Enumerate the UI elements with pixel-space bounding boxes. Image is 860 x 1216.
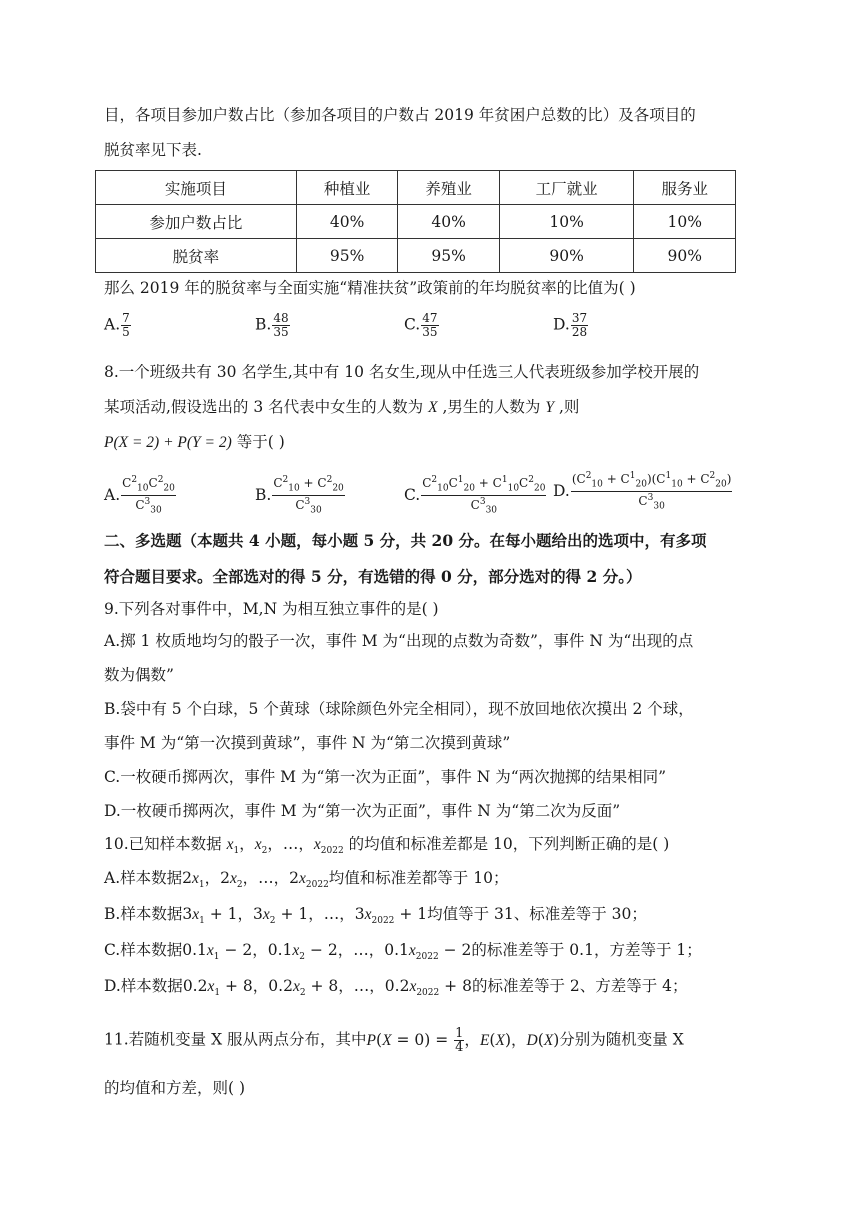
- fraction: [421, 474, 546, 518]
- table-cell: 10%: [634, 205, 736, 239]
- fraction: [272, 312, 289, 339]
- option-label: D.: [553, 481, 570, 500]
- option-label: A.: [104, 485, 121, 504]
- q7-option-b: [255, 312, 290, 339]
- denominator: $C^3_{30}$: [470, 497, 498, 516]
- table-row: [96, 239, 736, 273]
- q8-option-b: [255, 474, 345, 518]
- table-header-cell: 养殖业: [398, 171, 500, 205]
- denominator: $C^3_{30}$: [135, 497, 162, 516]
- fraction: [421, 312, 438, 339]
- q10-text: 的标准差等于 0.1，方差等于 1；: [471, 941, 702, 959]
- q9-option-b-line-1: B.袋中有 5 个白球，5 个黄球（球除颜色外完全相同），现不放回地依次摸出 2 个球，: [104, 700, 694, 718]
- q10-option-b: [104, 903, 647, 932]
- q8-text: 某项活动,假设选出的 3 名代表中女生的人数为: [104, 398, 424, 416]
- q7-option-c: [404, 312, 439, 339]
- q9-option-b-line-2: 事件 M 为“第一次摸到黄球”，事件 N 为“第二次摸到黄球”: [104, 734, 511, 752]
- section-heading-line-2: 符合题目要求。全部选对的得 5 分，有选错的得 0 分，部分选对的得 2 分。）: [104, 567, 642, 586]
- fraction: [121, 474, 176, 518]
- q8-option-d: [553, 470, 732, 514]
- q11-line-2: 的均值和方差，则( ): [104, 1079, 246, 1097]
- numerator: $(C^2_{10} + C^1_{20})(C^1_{10} + C^2_{20})$: [571, 470, 733, 492]
- q10-text: 均值等于 31、标准差等于 30；: [427, 905, 647, 923]
- fraction: [571, 470, 733, 514]
- denominator: 35: [422, 325, 438, 339]
- option-label: A.: [104, 315, 121, 334]
- table-header-cell: 实施项目: [96, 171, 297, 205]
- option-label: C.: [404, 315, 421, 334]
- q10-text: 的标准差等于 2、方差等于 4；: [471, 977, 688, 995]
- sample-sequence: $x_1$，$x_2$，…，$x_{2022}$: [226, 835, 344, 857]
- q7-option-a: [104, 312, 131, 339]
- q10-text: B.样本数据: [104, 905, 183, 923]
- numerator: $C^2_{10}C^1_{20} + C^1_{10}C^2_{20}$: [421, 474, 546, 496]
- table-row: [96, 205, 736, 239]
- table-cell: 参加户数占比: [96, 205, 297, 239]
- table-cell: 40%: [398, 205, 500, 239]
- project-table: [95, 170, 736, 273]
- q9-option-d: D.一枚硬币掷两次，事件 M 为“第一次为正面”，事件 N 为“第二次为反面”: [104, 802, 621, 820]
- denominator: $C^3_{30}$: [295, 497, 322, 516]
- q7-option-d: [553, 312, 588, 339]
- fraction: [571, 312, 588, 339]
- table-cell: 脱贫率: [96, 239, 297, 273]
- numerator: 1: [455, 1026, 464, 1041]
- table-cell: 90%: [499, 239, 634, 273]
- table-header-cell: 工厂就业: [499, 171, 634, 205]
- table-header-cell: 种植业: [296, 171, 398, 205]
- table-cell: 90%: [634, 239, 736, 273]
- q9-option-a-line-1: A.掷 1 枚质地均匀的骰子一次，事件 M 为“出现的点数为奇数”，事件 N 为“出现的点: [104, 632, 694, 650]
- math-sequence: $0.2x_1 + 8$，$0.2x_2 + 8$，…，$0.2x_{2022} + 8$: [182, 977, 472, 999]
- expectation-expression: ，E(X)，D(X): [464, 1030, 560, 1049]
- numerator: 7: [122, 311, 130, 325]
- q11-stem: [104, 1027, 684, 1054]
- q10-text: C.样本数据: [104, 941, 183, 959]
- q9-option-c: C.一枚硬币掷两次，事件 M 为“第一次为正面”，事件 N 为“两次抛掷的结果相同”: [104, 768, 667, 786]
- variable-x: X: [428, 399, 438, 416]
- denominator: 4: [455, 1040, 464, 1055]
- q10-text: 的均值和标准差都是 10，下列判断正确的是( ): [348, 835, 670, 853]
- q9-stem: 9.下列各对事件中，M,N 为相互独立事件的是( ): [104, 600, 439, 618]
- table-cell: 40%: [296, 205, 398, 239]
- q8-option-a: [104, 474, 176, 518]
- q10-text: D.样本数据: [104, 977, 183, 995]
- fraction: [121, 312, 131, 339]
- q10-option-d: [104, 975, 688, 1004]
- math-sequence: $0.1x_1 - 2$，$0.1x_2 - 2$，…，$0.1x_{2022} - 2$: [182, 941, 472, 963]
- numerator: $C^2_{10} + C^2_{20}$: [272, 474, 344, 496]
- q10-stem: [104, 833, 669, 862]
- math-sequence: $3x_1 + 1$，$3x_2 + 1$，…，$3x_{2022} + 1$: [182, 905, 428, 927]
- option-label: B.: [255, 485, 272, 504]
- denominator: 28: [571, 325, 588, 339]
- q10-text: 均值和标准差都等于 10；: [328, 869, 509, 887]
- table-cell: 95%: [296, 239, 398, 273]
- numerator: $C^2_{10}C^2_{20}$: [121, 474, 176, 496]
- q9-option-a-line-2: 数为偶数”: [104, 666, 174, 684]
- denominator: $C^3_{30}$: [638, 493, 665, 512]
- math-sequence: $2x_1$，$2x_2$，…，$2x_{2022}$: [182, 869, 329, 891]
- probability-expression: P(X = 0) =: [366, 1030, 454, 1049]
- numerator: 48: [273, 311, 289, 325]
- numerator: 37: [571, 311, 588, 325]
- probability-expression: P(X = 2) + P(Y = 2): [104, 434, 232, 451]
- numerator: 47: [422, 311, 438, 325]
- denominator: 35: [273, 325, 289, 339]
- intro-line-1: 目，各项目参加户数占比（参加各项目的户数占 2019 年贫困户总数的比）及各项目的: [104, 106, 696, 124]
- table-cell: 95%: [398, 239, 500, 273]
- table-header-cell: 服务业: [634, 171, 736, 205]
- fraction: [272, 474, 344, 518]
- table-cell: 10%: [499, 205, 634, 239]
- q8-text: ,男生的人数为: [442, 398, 541, 416]
- intro-line-2: 脱贫率见下表.: [104, 141, 202, 159]
- q8-line-1: 8.一个班级共有 30 名学生,其中有 10 名女生,现从中任选三人代表班级参加学校开展的: [104, 363, 700, 381]
- q8-line-3: [104, 431, 285, 454]
- q10-text: A.样本数据: [104, 869, 183, 887]
- q11-text: 11.若随机变量 X 服从两点分布，其中: [104, 1030, 367, 1049]
- q8-text: 等于( ): [236, 433, 285, 451]
- q7-stem: 那么 2019 年的脱贫率与全面实施“精准扶贫”政策前的年均脱贫率的比值为( ): [104, 279, 636, 297]
- q10-option-c: [104, 939, 702, 968]
- option-label: B.: [255, 315, 272, 334]
- option-label: D.: [553, 315, 570, 334]
- table-header-row: [96, 171, 736, 205]
- q10-option-a: [104, 867, 508, 896]
- denominator: 5: [122, 325, 130, 339]
- section-heading-line-1: 二、多选题（本题共 4 小题，每小题 5 分，共 20 分。在每小题给出的选项中，有多项: [104, 531, 707, 550]
- option-label: C.: [404, 485, 421, 504]
- q8-line-2: [104, 396, 579, 419]
- variable-y: Y: [545, 399, 554, 416]
- fraction: [454, 1027, 464, 1054]
- q8-option-c: [404, 474, 546, 518]
- q10-text: 10.已知样本数据: [104, 835, 222, 853]
- q8-text: ,则: [558, 398, 580, 416]
- q11-text: 分别为随机变量 X: [559, 1030, 684, 1049]
